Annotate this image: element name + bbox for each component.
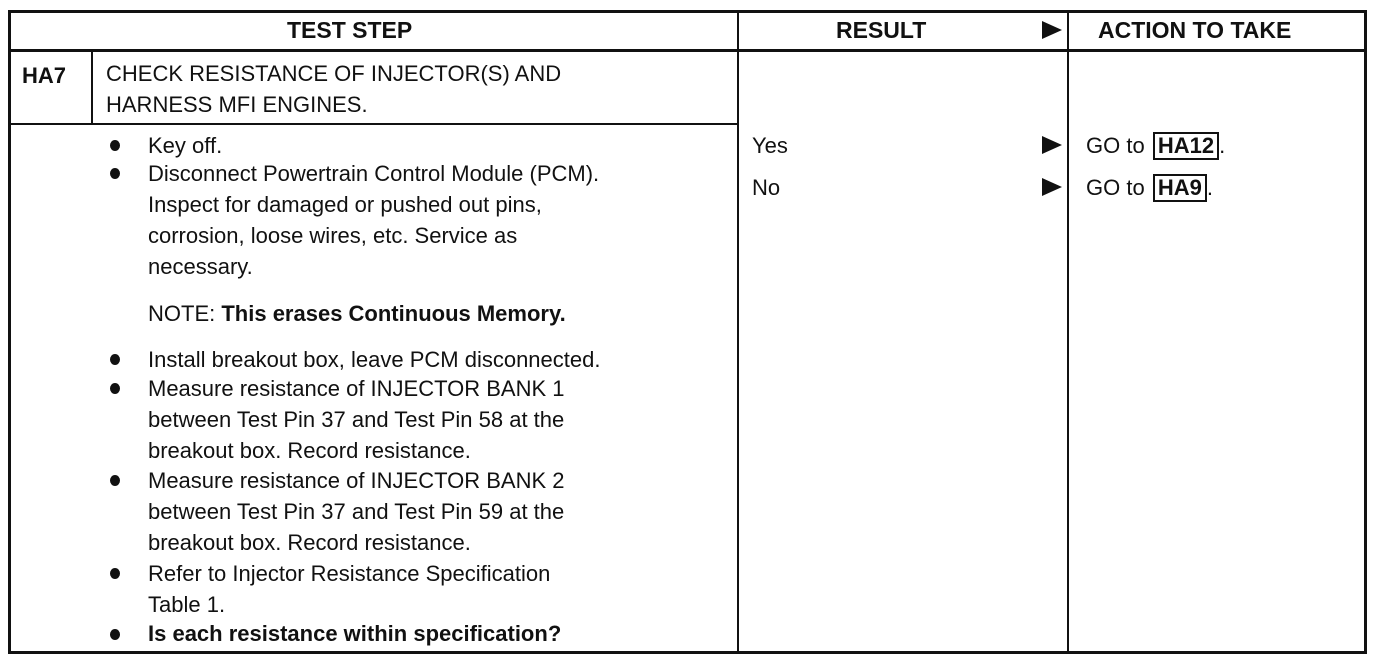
top-border xyxy=(8,10,1366,13)
instruction-measure-bank1 xyxy=(148,373,565,466)
note xyxy=(148,298,566,329)
instruction-line: Measure resistance of INJECTOR BANK 1 xyxy=(148,376,565,401)
step-title-line1: CHECK RESISTANCE OF INJECTOR(S) AND xyxy=(106,61,562,86)
instruction-line: Install breakout box, leave PCM disconnected. xyxy=(148,347,601,372)
result-arrow-icon xyxy=(1042,178,1062,196)
instruction-refer-table xyxy=(148,558,550,620)
right-border xyxy=(1364,10,1367,654)
bullet-icon xyxy=(110,140,120,151)
instruction-line: breakout box. Record resistance. xyxy=(148,530,471,555)
step-reference-link[interactable]: HA12 xyxy=(1153,132,1219,160)
action-yes xyxy=(1086,130,1225,161)
action-prefix: GO to xyxy=(1086,133,1145,158)
instruction-line: Refer to Injector Resistance Specification xyxy=(148,561,551,586)
instruction-line: Measure resistance of INJECTOR BANK 2 xyxy=(148,468,565,493)
action-no xyxy=(1086,172,1213,203)
instruction-line: corrosion, loose wires, etc. Service as xyxy=(148,223,518,248)
step-title-line2: HARNESS MFI ENGINES. xyxy=(106,92,368,117)
instruction-line: Is each resistance within specification? xyxy=(148,621,562,646)
col-divider-result xyxy=(737,10,739,654)
col-divider-action xyxy=(1067,10,1069,654)
bullet-icon xyxy=(110,168,120,179)
header-arrow-icon xyxy=(1042,21,1062,39)
action-prefix: GO to xyxy=(1086,175,1145,200)
result-yes: Yes xyxy=(752,133,788,158)
bullet-icon xyxy=(110,475,120,486)
instruction-key-off xyxy=(148,130,222,161)
bullet-icon xyxy=(110,354,120,365)
instruction-disconnect-pcm xyxy=(148,158,599,282)
action-suffix: . xyxy=(1219,133,1226,158)
instruction-line: Key off. xyxy=(148,133,223,158)
instruction-line: Table 1. xyxy=(148,592,226,617)
bullet-icon xyxy=(110,568,120,579)
step-id: HA7 xyxy=(22,63,67,88)
bottom-border xyxy=(8,651,1366,654)
header-action: ACTION TO TAKE xyxy=(1098,17,1292,43)
step-title-divider xyxy=(8,123,739,125)
instruction-line: Inspect for damaged or pushed out pins, xyxy=(148,192,542,217)
instruction-line: between Test Pin 37 and Test Pin 58 at the xyxy=(148,407,565,432)
instruction-install-breakout xyxy=(148,344,600,375)
instruction-line: Disconnect Powertrain Control Module (PCM). xyxy=(148,161,600,186)
result-no: No xyxy=(752,175,781,200)
instruction-line: breakout box. Record resistance. xyxy=(148,438,471,463)
bullet-icon xyxy=(110,629,120,640)
header-result: RESULT xyxy=(836,17,927,43)
header-divider xyxy=(8,49,1366,52)
instruction-question xyxy=(148,618,561,649)
instruction-measure-bank2 xyxy=(148,465,565,558)
action-suffix: . xyxy=(1206,175,1213,200)
result-arrow-icon xyxy=(1042,136,1062,154)
instruction-line: between Test Pin 37 and Test Pin 59 at the xyxy=(148,499,565,524)
step-id-divider xyxy=(91,50,93,124)
note-text: This erases Continuous Memory. xyxy=(221,301,566,326)
header-test-step: TEST STEP xyxy=(287,17,413,43)
step-reference-link[interactable]: HA9 xyxy=(1153,174,1207,202)
bullet-icon xyxy=(110,383,120,394)
note-label: NOTE: xyxy=(148,301,216,326)
instruction-line: necessary. xyxy=(148,254,253,279)
left-border xyxy=(8,10,11,654)
